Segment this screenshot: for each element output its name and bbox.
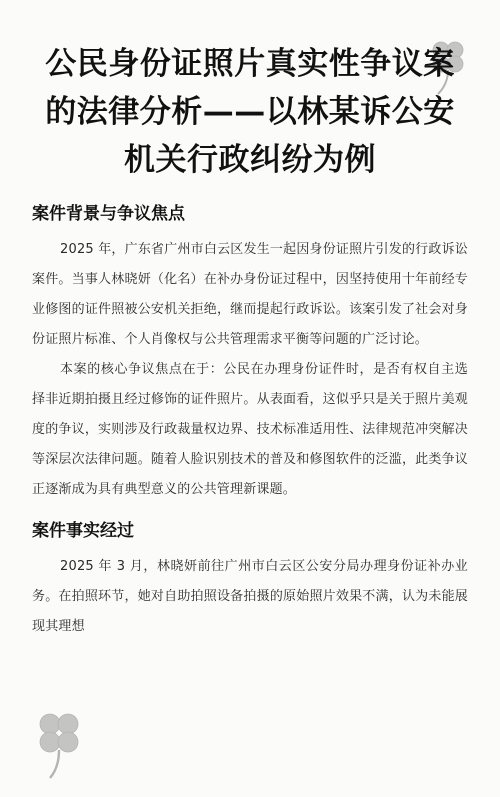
document-title: [32, 40, 468, 184]
paragraph: 2025 年，广东省广州市白云区发生一起因身份证照片引发的行政诉讼案件。当事人林晓妍（化名）在补办身份证过程中，因坚持使用十年前经专业修图的证件照被公安机关拒绝，继而提起行政诉讼。该案引发了社会对身份证照片标准、个人肖像权与公共管理需求平衡等问题的广泛讨论。: [32, 242, 468, 347]
title-line: 机关行政纠纷为例: [124, 142, 376, 178]
section-heading-background: 案件背景与争议焦点: [32, 204, 185, 224]
title-line: 公民身份证照片真实性争议案: [45, 46, 455, 82]
title-line: 的法律分析——以林某诉公安: [45, 94, 455, 130]
paragraph: 本案的核心争议焦点在于：公民在办理身份证件时，是否有权自主选择非近期拍摄且经过修饰的证件照片。从表面看，这似乎只是关于照片美观度的争议，实则涉及行政裁量权边界、技术标准适用性、法律规范冲突解决等深层次法律问题。随着人脸识别技术的普及和修图软件的泛滥，此类争议正逐渐成为具有典型意义的公共管理新课题。: [32, 362, 468, 497]
paragraph: 2025 年 3 月，林晓妍前往广州市白云区公安分局办理身份证补办业务。在拍照环节，她对自助拍照设备拍摄的原始照片效果不满，认为未能展现其理想: [32, 559, 468, 634]
section-heading-facts: 案件事实经过: [32, 521, 134, 541]
